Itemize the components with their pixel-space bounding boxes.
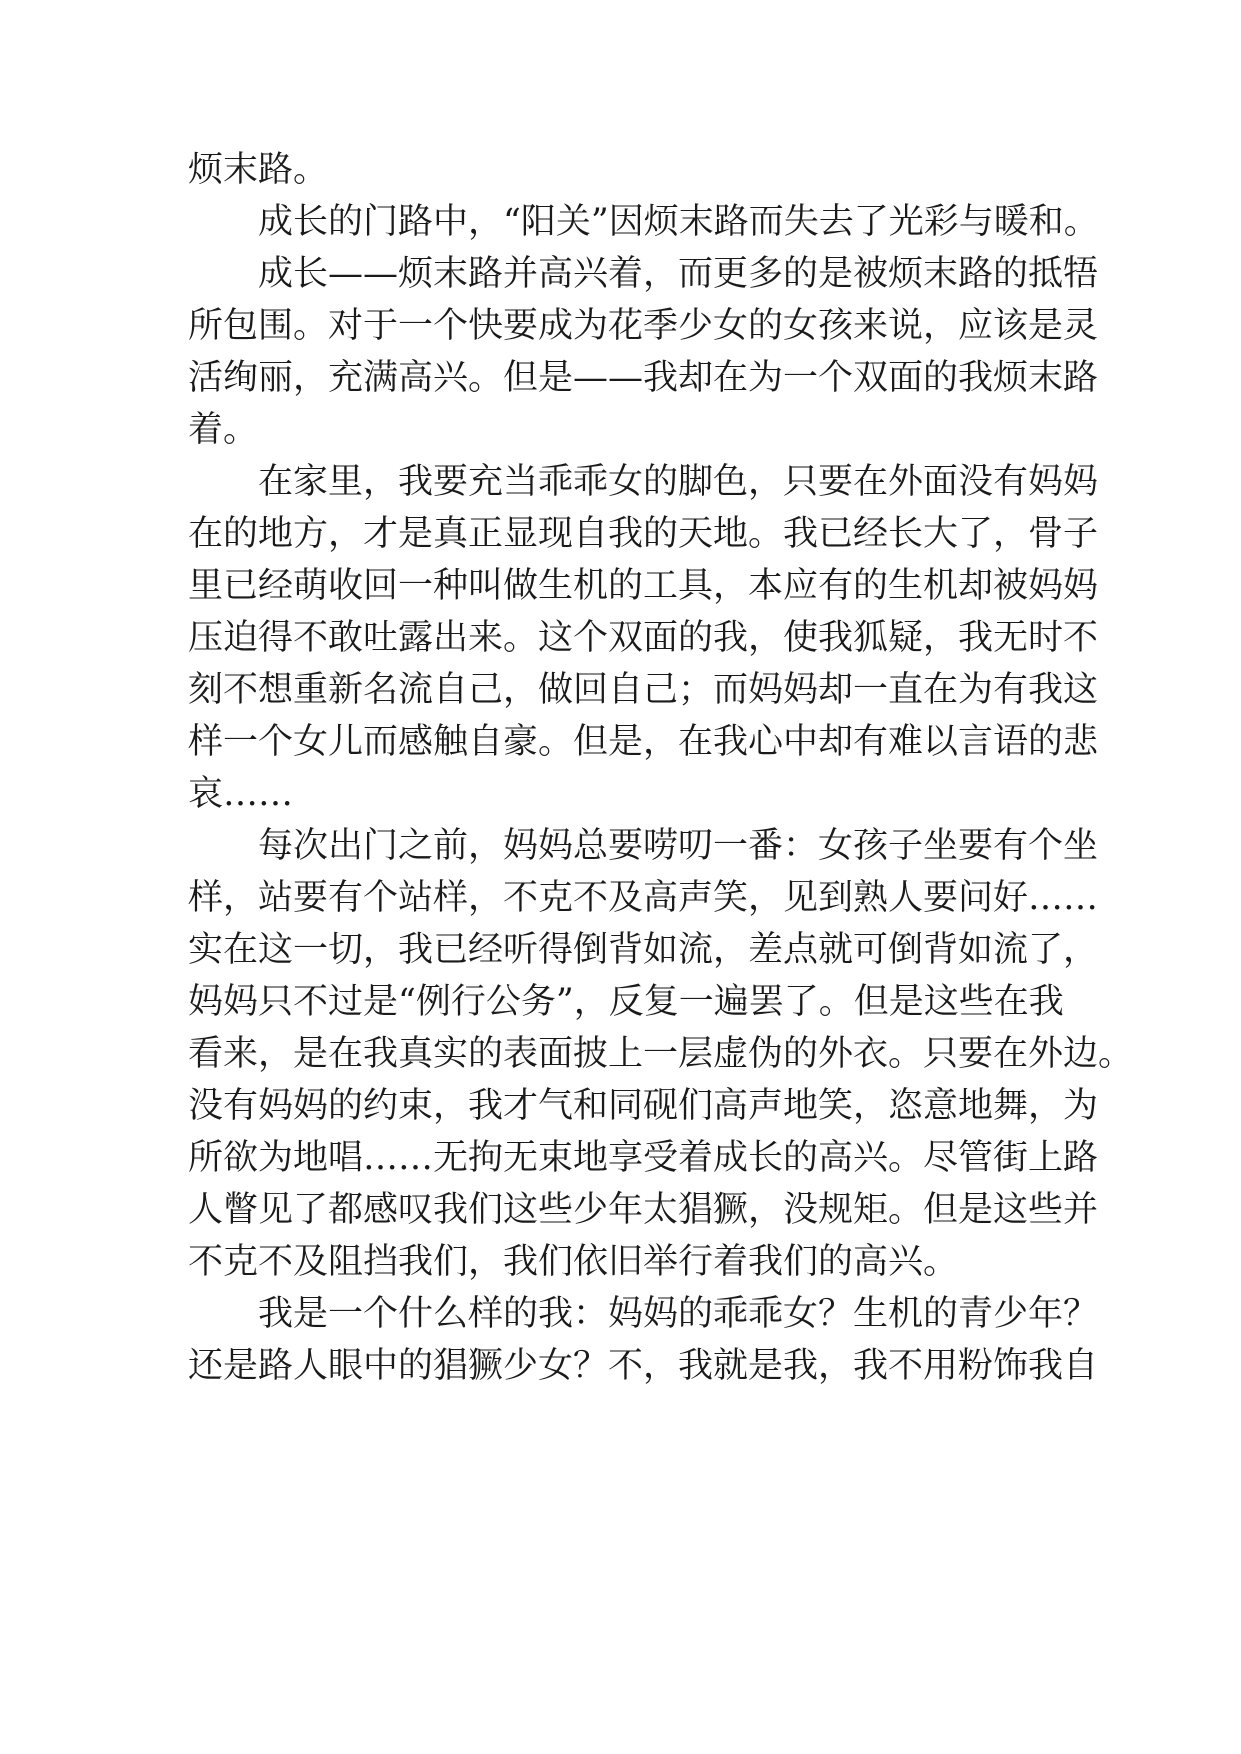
paragraph-first-line: 在家里，我要充当乖乖女的脚色，只要在外面没有妈妈 [258, 462, 1099, 502]
paragraph-first-line: 我是一个什么样的我：妈妈的乖乖女？生机的青少年？ [258, 1294, 1099, 1334]
text-line: 在的地方，才是真正显现自我的天地。我已经长大了，骨子 [188, 514, 1099, 554]
text-line: 人瞥见了都感叹我们这些少年太猖獗，没规矩。但是这些并 [188, 1190, 1099, 1230]
text-line: 哀…… [188, 774, 294, 814]
text-line: 样一个女儿而感触自豪。但是，在我心中却有难以言语的悲 [188, 722, 1099, 762]
text-line: 活绚丽，充满高兴。但是——我却在为一个双面的我烦末路 [188, 358, 1099, 398]
paragraph-first-line: 成长的门路中，“阳关”因烦末路而失去了光彩与暖和。 [258, 202, 1099, 242]
text-line: 压迫得不敢吐露出来。这个双面的我，使我狐疑，我无时不 [188, 618, 1099, 658]
text-line: 看来，是在我真实的表面披上一层虚伪的外衣。只要在外边。 [188, 1034, 1134, 1074]
text-line: 烦末路。 [188, 150, 329, 190]
text-line: 样，站要有个站样，不克不及高声笑，见到熟人要问好…… [188, 878, 1099, 918]
text-line: 着。 [188, 410, 259, 450]
text-line: 没有妈妈的约束，我才气和同砚们高声地笑，恣意地舞，为 [188, 1086, 1099, 1126]
text-line: 实在这一切，我已经听得倒背如流，差点就可倒背如流了， [188, 930, 1099, 970]
text-line: 还是路人眼中的猖獗少女？不，我就是我，我不用粉饰我自 [188, 1346, 1099, 1386]
text-line: 所欲为地唱……无拘无束地享受着成长的高兴。尽管街上路 [188, 1138, 1099, 1178]
paragraph-first-line: 每次出门之前，妈妈总要唠叨一番：女孩子坐要有个坐 [258, 826, 1099, 866]
text-line: 妈妈只不过是“例行公务”，反复一遍罢了。但是这些在我 [188, 982, 1064, 1022]
text-line: 所包围。对于一个快要成为花季少女的女孩来说，应该是灵 [188, 306, 1099, 346]
text-line: 不克不及阻挡我们，我们依旧举行着我们的高兴。 [188, 1242, 959, 1282]
text-line: 刻不想重新名流自己，做回自己；而妈妈却一直在为有我这 [188, 670, 1099, 710]
paragraph-first-line: 成长——烦末路并高兴着，而更多的是被烦末路的抵牾 [258, 254, 1099, 294]
text-line: 里已经萌收回一种叫做生机的工具，本应有的生机却被妈妈 [188, 566, 1099, 606]
